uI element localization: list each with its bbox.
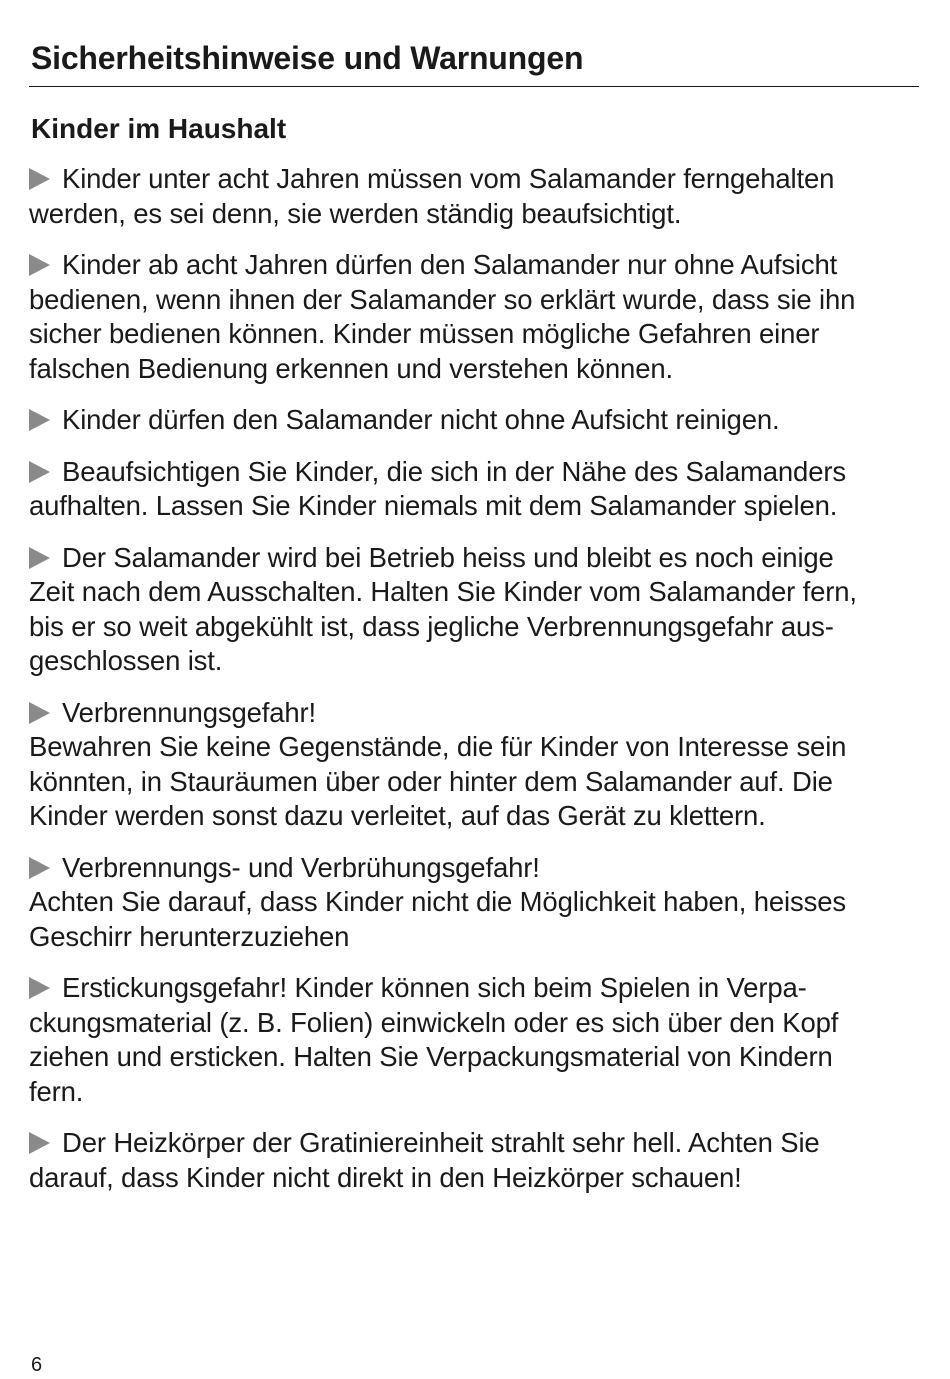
warning-line <box>29 1126 921 1161</box>
warning-text: darauf, dass Kinder nicht direkt in den Heizkörper schauen! <box>29 1161 742 1193</box>
warning-text: könnten, in Stauräumen über oder hinter dem Salamander auf. Die <box>29 765 833 797</box>
warning-line <box>29 885 921 920</box>
warning-text: Kinder unter acht Jahren müssen vom Salamander ferngehalten <box>62 163 835 194</box>
warning-text: Achten Sie darauf, dass Kinder nicht die Möglichkeit haben, heisses <box>29 886 846 917</box>
warning-line <box>29 352 921 387</box>
warning-item <box>29 455 921 524</box>
warning-line <box>29 971 921 1006</box>
warning-text: bedienen, wenn ihnen der Salamander so erklärt wurde, dass sie ihn <box>29 283 856 315</box>
page-number: 6 <box>31 1354 43 1376</box>
warning-line <box>29 455 921 490</box>
warning-line <box>29 696 921 731</box>
warning-line <box>29 1075 921 1110</box>
warning-item <box>29 162 921 231</box>
warning-item <box>29 248 921 386</box>
title-divider <box>29 86 919 87</box>
warning-line <box>29 541 921 576</box>
warning-line <box>29 317 921 352</box>
warning-item <box>29 541 921 679</box>
warning-text: Zeit nach dem Ausschalten. Halten Sie Kinder vom Salamander fern, <box>29 576 857 607</box>
warning-item <box>29 696 921 834</box>
triangle-bullet-icon <box>29 1132 50 1154</box>
warning-line <box>29 1006 921 1041</box>
warning-text: ckungsmaterial (z. B. Folien) einwickeln oder es sich über den Kopf <box>29 1006 839 1038</box>
warning-line <box>29 489 921 524</box>
warning-text: Der Salamander wird bei Betrieb heiss und bleibt es noch einige <box>62 541 834 573</box>
triangle-bullet-icon <box>29 857 50 879</box>
warning-text: fern. <box>29 1075 84 1107</box>
warning-line <box>29 1161 921 1196</box>
warning-text: werden, es sei denn, sie werden ständig beaufsichtigt. <box>29 197 682 229</box>
warning-text: Erstickungsgefahr! Kinder können sich beim Spielen in Verpa- <box>62 972 807 1003</box>
warning-line <box>29 1040 921 1075</box>
section-title: Sicherheitshinweise und Warnungen <box>31 40 584 76</box>
warning-text: Verbrennungs- und Verbrühungsgefahr! <box>62 851 540 883</box>
warning-list <box>29 162 921 1212</box>
warning-text: falschen Bedienung erkennen und verstehen können. <box>29 352 673 384</box>
warning-line <box>29 920 921 955</box>
triangle-bullet-icon <box>29 168 50 190</box>
warning-line <box>29 765 921 800</box>
warning-text: Beaufsichtigen Sie Kinder, die sich in der Nähe des Salamanders <box>62 455 846 487</box>
triangle-bullet-icon <box>29 409 50 431</box>
warning-text: Kinder ab acht Jahren dürfen den Salamander nur ohne Aufsicht <box>62 249 838 280</box>
warning-line <box>29 610 921 645</box>
warning-text: bis er so weit abgekühlt ist, dass jegliche Verbrennungsgefahr aus- <box>29 610 834 642</box>
warning-text: Der Heizkörper der Gratiniereinheit strahlt sehr hell. Achten Sie <box>62 1127 820 1158</box>
warning-text: Kinder werden sonst dazu verleitet, auf das Gerät zu klettern. <box>29 800 766 831</box>
triangle-bullet-icon <box>29 702 50 724</box>
warning-text: Verbrennungsgefahr! <box>62 696 317 728</box>
warning-text: Bewahren Sie keine Gegenstände, die für Kinder von Interesse sein <box>29 731 847 762</box>
warning-line <box>29 644 921 679</box>
warning-line <box>29 248 921 283</box>
warning-text: aufhalten. Lassen Sie Kinder niemals mit dem Salamander spielen. <box>29 490 838 521</box>
triangle-bullet-icon <box>29 254 50 276</box>
warning-line <box>29 162 921 197</box>
subsection-title: Kinder im Haushalt <box>31 113 287 144</box>
warning-line <box>29 197 921 232</box>
warning-text: ziehen und ersticken. Halten Sie Verpackungsmaterial von Kindern <box>29 1041 833 1072</box>
warning-line <box>29 799 921 834</box>
warning-item <box>29 1126 921 1195</box>
warning-item <box>29 851 921 955</box>
warning-item <box>29 971 921 1109</box>
warning-text: geschlossen ist. <box>29 645 223 676</box>
warning-text: Geschirr herunterzuziehen <box>29 920 350 952</box>
warning-item <box>29 403 921 438</box>
warning-line <box>29 730 921 765</box>
warning-line <box>29 403 921 438</box>
warning-line <box>29 283 921 318</box>
triangle-bullet-icon <box>29 547 50 569</box>
warning-line <box>29 851 921 886</box>
warning-line <box>29 575 921 610</box>
warning-text: sicher bedienen können. Kinder müssen mögliche Gefahren einer <box>29 318 820 349</box>
triangle-bullet-icon <box>29 461 50 483</box>
document-page <box>29 0 921 1379</box>
warning-text: Kinder dürfen den Salamander nicht ohne Aufsicht reinigen. <box>62 404 780 435</box>
triangle-bullet-icon <box>29 977 50 999</box>
